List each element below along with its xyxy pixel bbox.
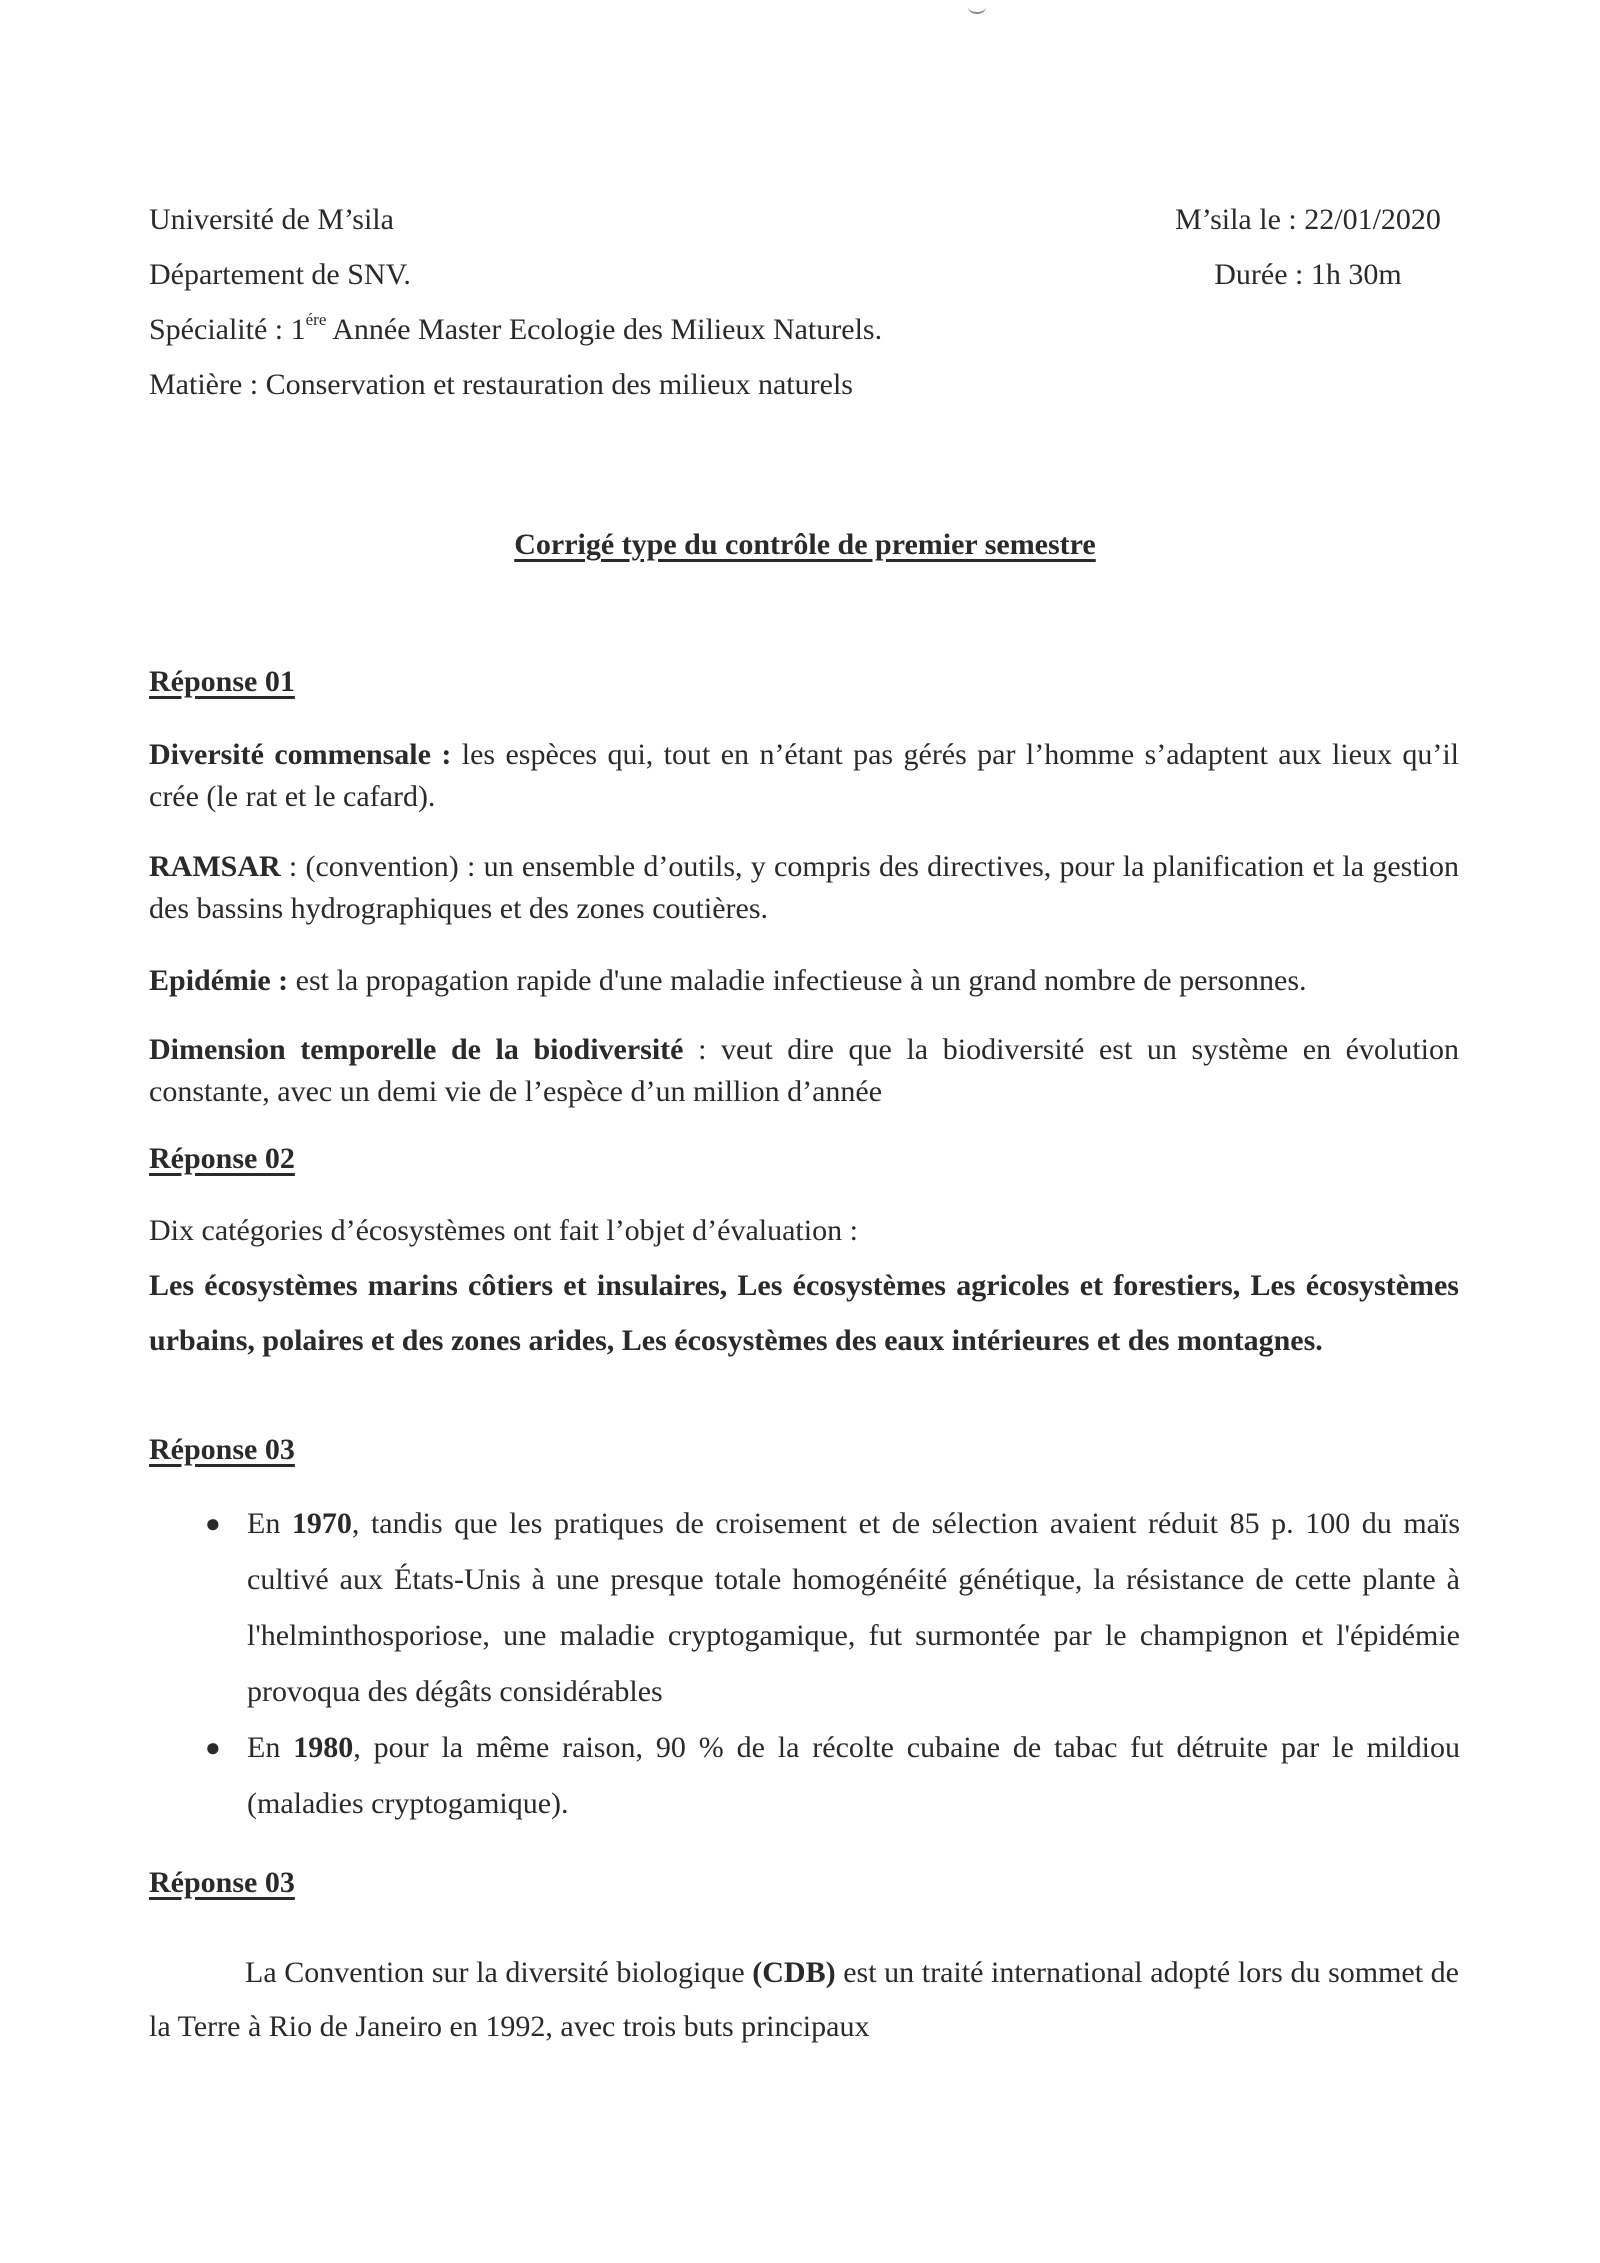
header-exam-info: [1163, 192, 1453, 302]
definition-commensal: Diversité commensale : les espèces qui, tout en n’étant pas gérés par l’homme s’adaptent aux lieux qu’il crée (le rat et le cafard).: [149, 738, 1459, 813]
definition-epidemie: Epidémie : est la propagation rapide d'une maladie infectieuse à un grand nombre de personnes.: [149, 964, 1307, 997]
ecosystem-categories: Les écosystèmes marins côtiers et insulaires, Les écosystèmes agricoles et forestiers, Les écosystèmes urbains, polaires et des zones arides, Les écosystèmes des eaux intérieures et des montagnes.: [149, 1269, 1459, 1357]
speciality-line: Spécialité : $1^{ére}$ Année Master Ecologie des Milieux Naturels.: [149, 310, 883, 346]
definition-ramsar: RAMSAR : (convention) : un ensemble d’outils, y compris des directives, pour la planification et la gestion des bassins hydrographiques et des zones coutières.: [149, 850, 1459, 925]
ecosystem-intro: Dix catégories d’écosystèmes ont fait l’objet d’évaluation :: [149, 1214, 858, 1247]
list-item: ● En 1980, pour la même raison, 90 % de la récolte cubaine de tabac fut détruite par le mildiou (maladies cryptogamique).: [205, 1720, 1460, 1832]
document-title: Corrigé type du contrôle de premier semestre: [514, 528, 1096, 561]
exam-date: M’sila le : 22/01/2020: [1175, 203, 1441, 236]
section-heading-4: Réponse 03: [149, 1866, 295, 1899]
bullet-list: [205, 1496, 1460, 1832]
section-heading-2: Réponse 02: [149, 1142, 295, 1175]
section-heading-1: Réponse 01: [149, 665, 295, 698]
exam-duration: Durée : 1h 30m: [1214, 258, 1402, 291]
subject-line: Matière : Conservation et restauration des milieux naturels: [149, 368, 853, 401]
list-item: ● En 1970, tandis que les pratiques de croisement et de sélection avaient réduit 85 p. 100 du maïs cultivé aux États-Unis à une presque totale homogénéité génétique, la résistance de cette plante à l'helminthosporiose, une maladie cryptogamique, fut surmontée par le champignon et l'épidémie provoqua des dégâts considérables: [205, 1496, 1460, 1720]
definition-temporal-dimension: Dimension temporelle de la biodiversité : veut dire que la biodiversité est un système en évolution constante, avec un demi vie de l’espèce d’un million d’année: [149, 1033, 1460, 1108]
section-heading-3: Réponse 03: [149, 1433, 295, 1466]
university-name: Université de M’sila: [149, 203, 394, 236]
header-institution: [149, 192, 882, 412]
bullet-icon: ●: [205, 1509, 221, 1538]
scan-mark: [968, 0, 986, 14]
bullet-icon: ●: [205, 1733, 221, 1762]
cdb-paragraph: La Convention sur la diversité biologique (CDB) est un traité international adopté lors du sommet de la Terre à Rio de Janeiro en 1992, avec trois buts principaux: [149, 1956, 1459, 2043]
department-name: Département de SNV.: [149, 258, 411, 291]
